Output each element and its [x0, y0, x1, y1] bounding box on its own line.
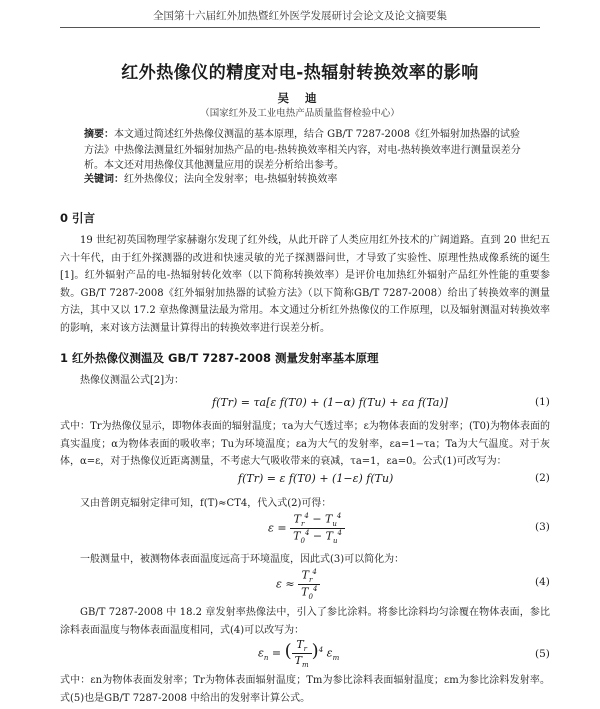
author: 吴 迪	[277, 91, 323, 105]
equation-1: f(Tr) = τa[ε f(T0) + (1−α) f(Tu) + εa f(Ta)]	[212, 396, 448, 409]
abstract	[84, 127, 524, 174]
intro-paragraph: 19 世纪初英国物理学家赫谢尔发现了红外线，从此开辟了人类应用红外技术的广阔道路。直到 20 世纪五六十年代，由于红外探测器的改进和快速灵敏的光子探测器问世，才导致了实验性、原理性热成像系统的诞生[1]。红外辐射产品的电-热辐射转化效率（以下简称转换效率）是评价电加热红外辐射产品红外性能的重要参数。GB/T 7287-2008《红外辐射加热器的试验方法》（以下简称GB/T 7287-2008）给出了转换效率的测量方法，其中又以 17.2 章热像测量法最为常用。本文通过分析红外热像仪的工作原理，以及辐射测温对转换效率的影响，来对该方法测量计算得出的转换效率进行误差分析。	[60, 235, 550, 334]
abstract-text: 本文通过简述红外热像仪测温的基本原理，结合 GB/T 7287-2008《红外辐射加热器的试验方法》中热像法测量红外辐射加热产品的电-热转换效率相关内容，对电-热转换效率进行测量误差分析。本文还对用热像仪其他测量应用的误差分析给出参考。	[84, 129, 521, 171]
equation-2: f(Tr) = ε f(T0) + (1−ε) f(Tu)	[238, 472, 394, 485]
equation-3: ε = $\frac{T_r^4 - T_u^4}{T_0^4 - T_u^4}$	[268, 512, 345, 545]
paragraph-planck: 又由普朗克辐射定律可知，f(T)≈CT4，代入式(2)可得：	[80, 498, 332, 509]
section-heading-intro: 0 引言	[60, 211, 96, 225]
running-head: 全国第十六届红外加热暨红外医学发展研讨会论文及论文摘要集	[60, 8, 540, 28]
paragraph-reference-coating: GB/T 7287-2008 中 18.2 章发射率热像法中，引入了参比涂料。将参比涂料均匀涂覆在物体表面，参比涂料表面温度与物体表面温度相同，式(4)可以改写为：	[60, 607, 550, 636]
paragraph-simplify: 一般测量中，被测物体表面温度远高于环境温度，因此式(3)可以简化为：	[80, 554, 405, 565]
paragraph-symbols-2: 式中：εn为物体表面发射率；Tr为物体表面辐射温度；Tm为参比涂料表面辐射温度；εm为参比涂料发射率。式(5)也是GB/T 7287-2008 中给出的发射率计算公式。	[60, 675, 550, 704]
equation-5-number: (5)	[535, 648, 550, 660]
keywords-label: 关键词：	[84, 174, 124, 185]
equation-4: ε ≈ $\frac{T_r^4}{T_0^4}$	[276, 568, 320, 601]
paragraph-symbols: 式中：Tr为热像仪显示，即物体表面的辐射温度；τa为大气透过率；ε为物体表面的发射率；(T0)为物体表面的真实温度；α为物体表面的吸收率；Tu为环境温度；εa为大气的发射率，εa=1−τa；Ta为大气温度。对于灰体，α=ε，对于热像仪近距离测量，不考虑大气吸收带来的衰减，τa=1，εa=0。公式(1)可改写为：	[60, 421, 550, 467]
paper-title: 红外热像仪的精度对电-热辐射转换效率的影响	[121, 63, 479, 83]
equation-3-number: (3)	[535, 521, 550, 533]
paragraph-formula-intro: 热像仪测温公式[2]为：	[80, 375, 185, 386]
equation-4-number: (4)	[535, 576, 550, 588]
equation-1-number: (1)	[535, 396, 550, 408]
keywords-text: 红外热像仪；法向全发射率；电-热辐射转换效率	[124, 174, 338, 185]
section-heading-principle: 1 红外热像仪测温及 GB/T 7287-2008 测量发射率基本原理	[60, 351, 379, 365]
equation-2-number: (2)	[535, 472, 550, 484]
keywords	[84, 170, 524, 185]
abstract-label: 摘要：	[84, 129, 114, 140]
affiliation: （国家红外及工业电热产品质量监督检验中心）	[200, 108, 400, 119]
equation-5: $\varepsilon_n$ = ( $\frac{T_r}{T_m}$ )$^4$ $\varepsilon_m$	[258, 638, 340, 670]
